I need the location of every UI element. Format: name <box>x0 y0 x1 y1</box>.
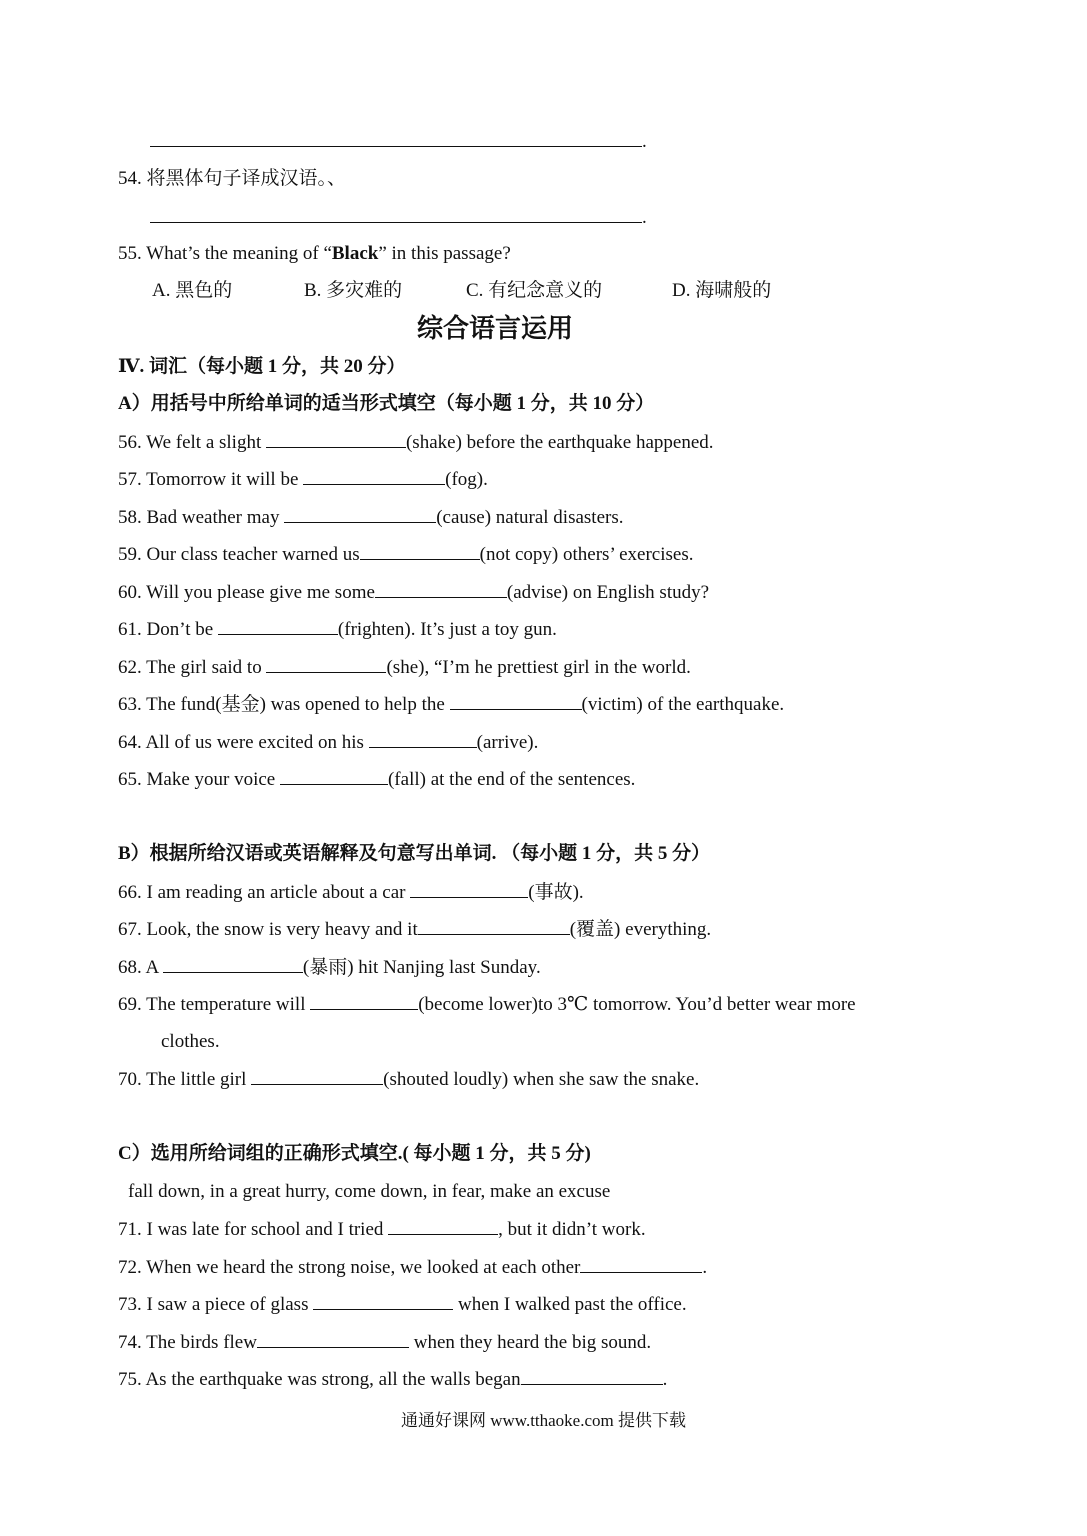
blank[interactable] <box>251 1066 383 1085</box>
blank[interactable] <box>360 541 480 560</box>
blank[interactable] <box>280 766 388 785</box>
question-65: 65. Make your voice (fall) at the end of the sentences. <box>118 766 635 793</box>
page-footer: 通通好课网 www.tthaoke.com 提供下载 <box>400 1411 687 1430</box>
question-69: 69. The temperature will (become lower)to 3℃ tomorrow. You’d better wear more <box>118 991 856 1018</box>
answer-line-53: . <box>150 128 647 155</box>
question-64: 64. All of us were excited on his (arrive). <box>118 729 538 756</box>
blank[interactable] <box>266 654 386 673</box>
option-a[interactable]: A. 黑色的 <box>152 280 233 301</box>
question-71: 71. I was late for school and I tried , but it didn’t work. <box>118 1216 646 1243</box>
partC-heading: C）选用所给词组的正确形式填空.( 每小题 1 分，共 5 分) <box>118 1143 591 1164</box>
answer-line-54: . <box>150 204 647 231</box>
question-59: 59. Our class teacher warned us (not copy) others’ exercises. <box>118 541 693 568</box>
question-67: 67. Look, the snow is very heavy and it (覆盖) everything. <box>118 916 711 943</box>
question-72: 72. When we heard the strong noise, we looked at each other . <box>118 1254 707 1281</box>
question-55: 55. What’s the meaning of “Black” in this passage? <box>118 243 511 264</box>
part4-heading: Ⅳ. 词汇（每小题 1 分，共 20 分） <box>118 356 406 377</box>
blank[interactable] <box>375 579 507 598</box>
blank[interactable] <box>150 128 642 147</box>
question-58: 58. Bad weather may (cause) natural disasters. <box>118 504 624 531</box>
blank[interactable] <box>410 879 528 898</box>
question-70: 70. The little girl (shouted loudly) when she saw the snake. <box>118 1066 699 1093</box>
blank[interactable] <box>163 954 303 973</box>
option-b[interactable]: B. 多灾难的 <box>304 280 403 301</box>
section-title: 综合语言运用 <box>416 314 573 344</box>
question-69-continued: clothes. <box>161 1031 220 1052</box>
blank[interactable] <box>369 729 477 748</box>
blank[interactable] <box>313 1291 453 1310</box>
blank[interactable] <box>450 691 582 710</box>
word-bank: fall down, in a great hurry, come down, in fear, make an excuse <box>128 1181 611 1202</box>
blank[interactable] <box>266 429 406 448</box>
blank[interactable] <box>418 916 570 935</box>
option-c[interactable]: C. 有纪念意义的 <box>466 280 603 301</box>
question-63: 63. The fund(基金) was opened to help the (victim) of the earthquake. <box>118 691 784 718</box>
question-54: 54. 将黑体句子译成汉语。、 <box>118 168 347 189</box>
option-d[interactable]: D. 海啸般的 <box>672 280 772 301</box>
blank[interactable] <box>284 504 436 523</box>
question-57: 57. Tomorrow it will be (fog). <box>118 466 488 493</box>
blank[interactable] <box>310 991 418 1010</box>
partA-heading: A）用括号中所给单词的适当形式填空（每小题 1 分，共 10 分） <box>118 393 655 414</box>
question-68: 68. A (暴雨) hit Nanjing last Sunday. <box>118 954 541 981</box>
partB-heading: B）根据所给汉语或英语解释及句意写出单词. （每小题 1 分，共 5 分） <box>118 843 711 864</box>
question-60: 60. Will you please give me some (advise) on English study? <box>118 579 709 606</box>
question-61: 61. Don’t be (frighten). It’s just a toy gun. <box>118 616 557 643</box>
question-74: 74. The birds flew when they heard the big sound. <box>118 1329 651 1356</box>
blank[interactable] <box>521 1366 663 1385</box>
question-66: 66. I am reading an article about a car (事故). <box>118 879 584 906</box>
blank[interactable] <box>257 1329 409 1348</box>
question-73: 73. I saw a piece of glass when I walked past the office. <box>118 1291 687 1318</box>
question-56: 56. We felt a slight (shake) before the earthquake happened. <box>118 429 714 456</box>
blank[interactable] <box>388 1216 498 1235</box>
blank[interactable] <box>303 466 445 485</box>
question-75: 75. As the earthquake was strong, all the walls began . <box>118 1366 667 1393</box>
blank[interactable] <box>218 616 338 635</box>
blank[interactable] <box>580 1254 702 1273</box>
blank[interactable] <box>150 204 642 223</box>
question-62: 62. The girl said to (she), “I’m he prettiest girl in the world. <box>118 654 691 681</box>
